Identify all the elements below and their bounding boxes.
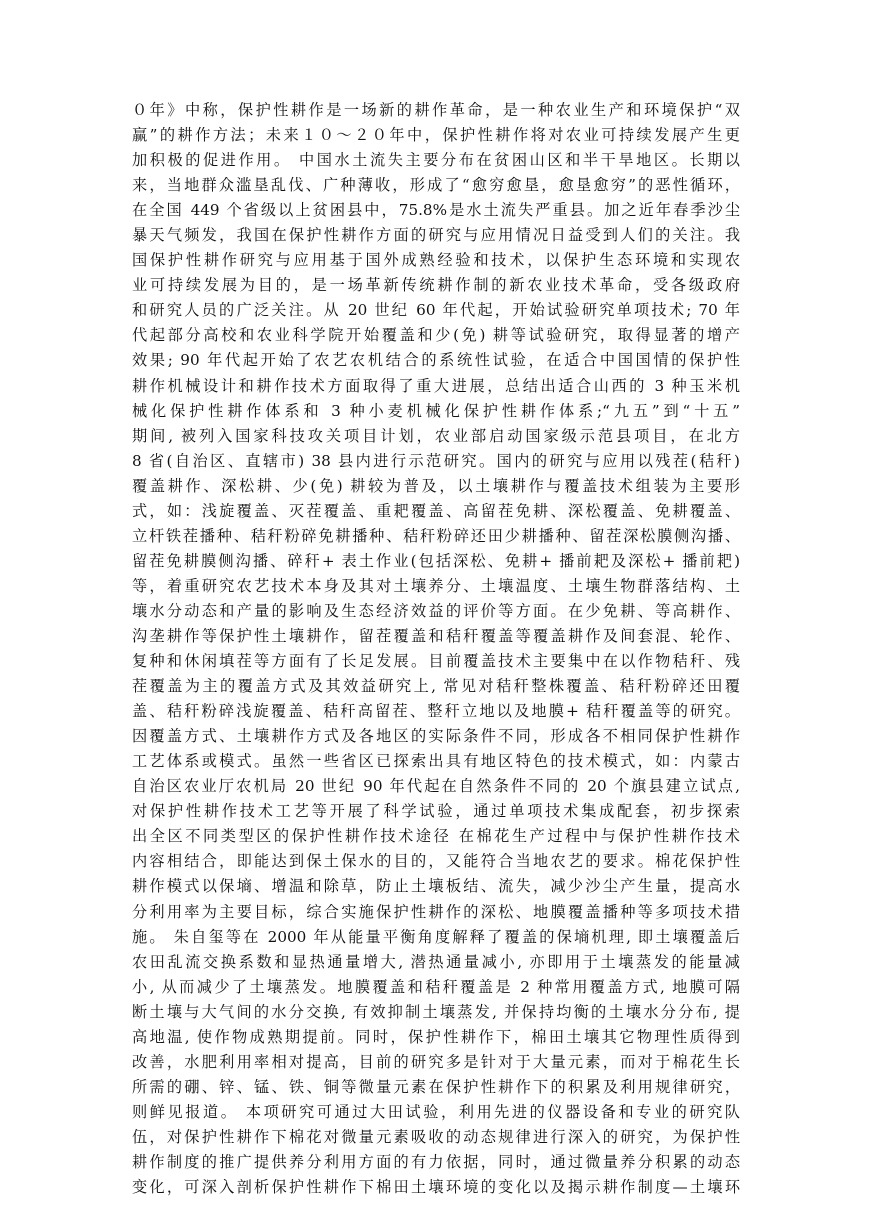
text-line: 留茬免耕膜侧沟播、碎秆+ 表土作业(包括深松、免耕+ 播前耙及深松+ 播前耙) [132,551,740,570]
text-line: 小, 从而减少了土壤蒸发。地膜覆盖和秸秆覆盖是 2 种常用覆盖方式, 地膜可隔 [132,977,740,996]
text-line: 盖、秸秆粉碎浅旋覆盖、秸秆高留茬、整秆立地以及地膜+ 秸秆覆盖等的研究。 [132,702,740,721]
text-line: 械化保护性耕作体系和 3 种小麦机械化保护性耕作体系;“九五”到“十五” [132,401,740,420]
text-line: 变化，可深入剖析保护性耕作下棉田土壤环境的变化以及揭示耕作制度—土壤环 [132,1178,740,1197]
text-line: 壤水分动态和产量的影响及生态经济效益的评价等方面。在少免耕、等高耕作、 [132,601,740,620]
text-line: 效果; 90 年代起开始了农艺农机结合的系统性试验，在适合中国国情的保护性 [132,351,740,370]
text-line: 耕作模式以保墒、增温和除草，防止土壤板结、流失，减少沙尘产生量，提高水 [132,877,740,896]
text-line: 国保护性耕作研究与应用基于国外成熟经验和技术，以保护生态环境和实现农 [132,251,740,270]
text-line: 沟垄耕作等保护性土壤耕作，留茬覆盖和秸秆覆盖等覆盖耕作及间套混、轮作、 [132,626,740,645]
text-line: 工艺体系或模式。虽然一些省区已探索出具有地区特色的技术模式，如：内蒙古 [132,752,740,771]
text-line: 8 省(自治区、直辖市) 38 县内进行示范研究。国内的研究与应用以残茬(秸秆) [132,451,740,470]
text-line: 施。 朱自玺等在 2000 年从能量平衡角度解释了覆盖的保墒机理, 即土壤覆盖后 [132,927,740,946]
text-line: 和研究人员的广泛关注。从 20 世纪 60 年代起，开始试验研究单项技术; 70 年 [132,301,740,320]
text-line: ０年》中称，保护性耕作是一场新的耕作革命，是一种农业生产和环境保护“双 [132,101,740,119]
text-line: 内容相结合，即能达到保土保水的目的，又能符合当地农艺的要求。棉花保护性 [132,852,740,871]
text-line: 出全区不同类型区的保护性耕作技术途径 在棉花生产过程中与保护性耕作技术 [132,827,740,846]
text-line: 期间, 被列入国家科技攻关项目计划，农业部启动国家级示范县项目，在北方 [132,426,740,445]
text-line: 对保护性耕作技术工艺等开展了科学试验，通过单项技术集成配套，初步探索 [132,802,740,821]
text-line: 式，如：浅旋覆盖、灭茬覆盖、重耙覆盖、高留茬免耕、深松覆盖、免耕覆盖、 [132,501,740,520]
text-line: 暴天气频发，我国在保护性耕作方面的研究与应用情况日益受到人们的关注。我 [132,226,740,245]
text-line: 改善，水肥利用率相对提高，目前的研究多是针对于大量元素，而对于棉花生长 [132,1052,740,1071]
text-line: 伍，对保护性耕作下棉花对微量元素吸收的动态规律进行深入的研究，为保护性 [132,1127,740,1146]
text-line: 业可持续发展为目的，是一场革新传统耕作制的新农业技术革命，受各级政府 [132,276,740,295]
text-line: 耕作机械设计和耕作技术方面取得了重大进展，总结出适合山西的 3 种玉米机 [132,376,740,395]
text-line: 耕作制度的推广提供养分利用方面的有力依据，同时，通过微量养分积累的动态 [132,1152,740,1171]
text-line: 在全国 449 个省级以上贫困县中，75.8%是水土流失严重县。加之近年春季沙尘 [132,201,740,220]
text-line: 所需的硼、锌、锰、铁、铜等微量元素在保护性耕作下的积累及利用规律研究， [132,1077,740,1096]
text-line: 代起部分高校和农业科学院开始覆盖和少(免) 耕等试验研究，取得显著的增产 [132,326,740,345]
text-line: 覆盖耕作、深松耕、少(免) 耕较为普及，以土壤耕作与覆盖技术组装为主要形 [132,476,740,495]
text-line: 断土壤与大气间的水分交换, 有效抑制土壤蒸发, 并保持均衡的土壤水分分布, 提 [132,1002,740,1021]
text-line: 茬覆盖为主的覆盖方式及其效益研究上, 常见对秸秆整株覆盖、秸秆粉碎还田覆 [132,677,740,696]
text-line: 来，当地群众滥垦乱伐、广种薄收，形成了“愈穷愈垦，愈垦愈穷”的恶性循环， [132,176,740,195]
text-line: 加积极的促进作用。 中国水土流失主要分布在贫困山区和半干旱地区。长期以 [132,151,740,170]
text-line: 赢”的耕作方法；未来１０～２０年中，保护性耕作将对农业可持续发展产生更 [132,126,740,145]
text-line: 农田乱流交换系数和显热通量增大, 潜热通量减小, 亦即用于土壤蒸发的能量减 [132,952,740,971]
document-body [132,98,740,1200]
text-line: 因覆盖方式、土壤耕作方式及各地区的实际条件不同，形成各不相同保护性耕作 [132,727,740,746]
text-line: 则鲜见报道。 本项研究可通过大田试验，利用先进的仪器设备和专业的研究队 [132,1102,740,1121]
text-line: 等，着重研究农艺技术本身及其对土壤养分、土壤温度、土壤生物群落结构、土 [132,576,740,595]
text-line: 高地温, 使作物成熟期提前。同时，保护性耕作下，棉田土壤其它物理性质得到 [132,1027,740,1046]
text-line: 复种和休闲填茬等方面有了长足发展。目前覆盖技术主要集中在以作物秸秆、残 [132,652,740,671]
text-line: 自治区农业厅农机局 20 世纪 90 年代起在自然条件不同的 20 个旗县建立试点, [132,777,740,796]
text-line: 分利用率为主要目标，综合实施保护性耕作的深松、地膜覆盖播种等多项技术措 [132,902,740,921]
text-line: 立杆铁茬播种、秸秆粉碎免耕播种、秸秆粉碎还田少耕播种、留茬深松膜侧沟播、 [132,526,740,545]
